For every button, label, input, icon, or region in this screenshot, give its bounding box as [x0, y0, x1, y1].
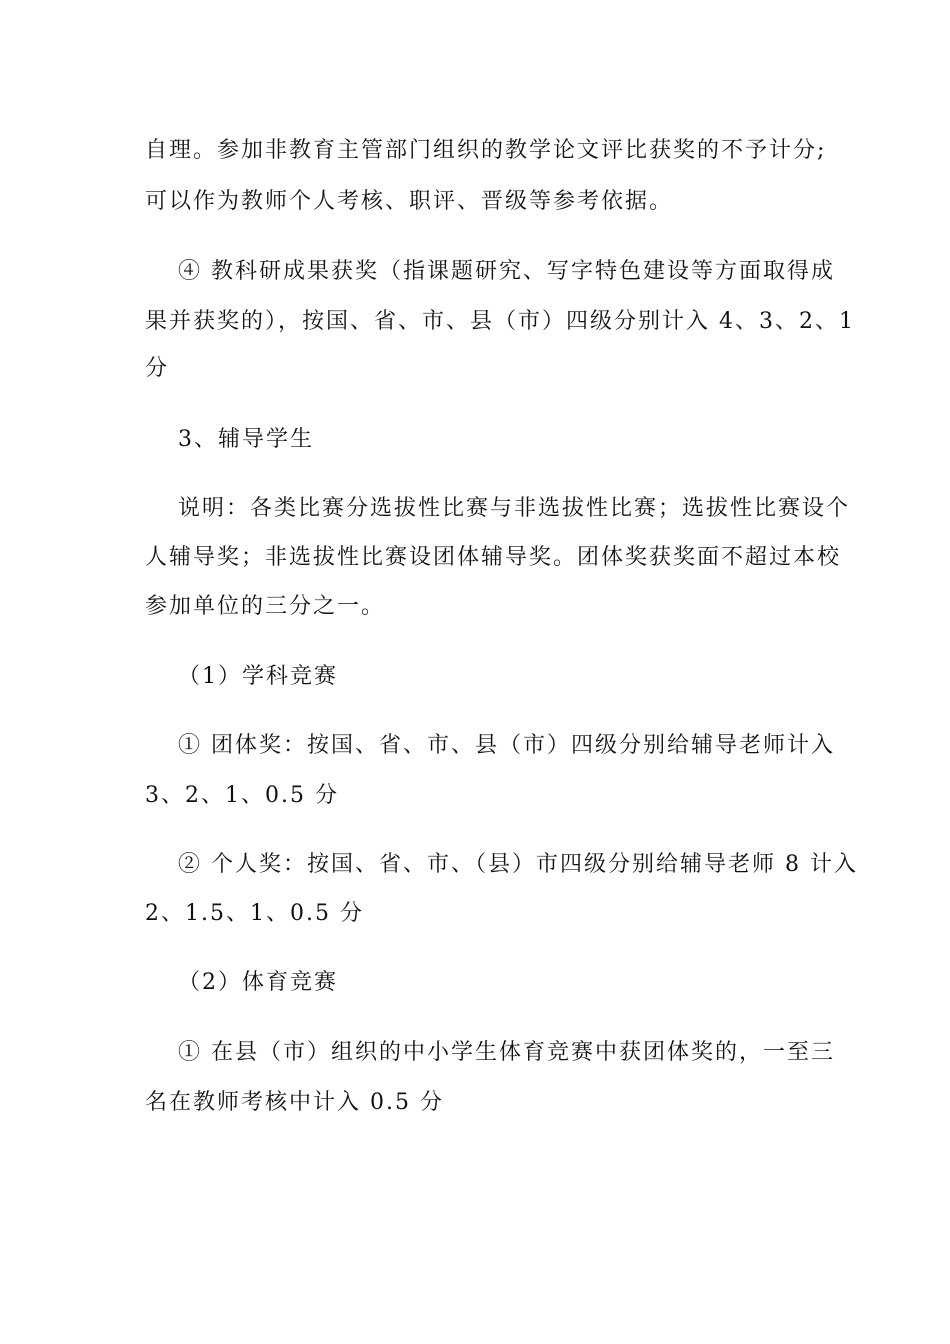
paragraph-line: ① 在县（市）组织的中小学生体育竞赛中获团体奖的，一至三 — [178, 1040, 835, 1065]
paragraph-line: 3、2、1、0.5 分 — [145, 783, 339, 808]
paragraph-line: 参加单位的三分之一。 — [145, 594, 386, 619]
paragraph-line: 自理。参加非教育主管部门组织的教学论文评比获奖的不予计分; — [145, 138, 827, 163]
subsection-heading: （1）学科竞赛 — [178, 664, 338, 689]
paragraph-line: 2、1.5、1、0.5 分 — [145, 901, 364, 926]
paragraph-line: ④ 教科研成果获奖（指课题研究、写字特色建设等方面取得成 — [178, 259, 835, 284]
paragraph-line: 分 — [145, 356, 170, 381]
subsection-heading: （2）体育竞赛 — [178, 970, 338, 995]
paragraph-line: 说明：各类比赛分选拔性比赛与非选拔性比赛；选拔性比赛设个 — [178, 496, 851, 521]
paragraph-line: 可以作为教师个人考核、职评、晋级等参考依据。 — [145, 189, 674, 214]
paragraph-line: 果并获奖的），按国、省、市、县（市）四级分别计入 4、3、2、1 — [145, 309, 855, 334]
paragraph-line: 人辅导奖；非选拔性比赛设团体辅导奖。团体奖获奖面不超过本校 — [145, 545, 842, 570]
paragraph-line: ② 个人奖：按国、省、市、（县）市四级分别给辅导老师 8 计入 — [178, 852, 858, 877]
section-heading: 3、辅导学生 — [178, 427, 314, 452]
paragraph-line: ① 团体奖：按国、省、市、县（市）四级分别给辅导老师计入 — [178, 733, 835, 758]
paragraph-line: 名在教师考核中计入 0.5 分 — [145, 1090, 444, 1115]
